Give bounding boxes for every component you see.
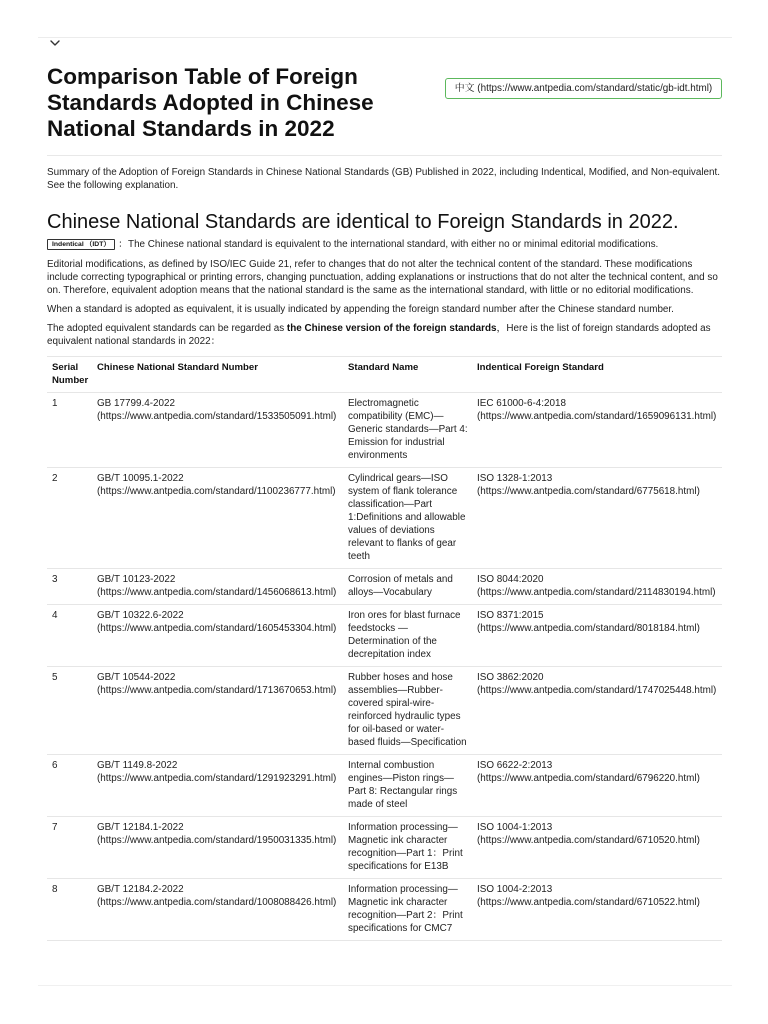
foreign-standard-cell (472, 569, 722, 605)
gb-url[interactable]: (https://www.antpedia.com/standard/1950031335.html) (97, 835, 337, 846)
standard-name-cell: Internal combustion engines—Piston rings—Part 8: Rectangular rings made of steel (343, 755, 472, 817)
gb-code[interactable]: GB/T 1149.8-2022 (97, 760, 178, 771)
gb-number-cell (92, 879, 343, 941)
gb-standard-link[interactable] (97, 671, 340, 697)
table-header-row (47, 357, 722, 393)
serial-cell: 3 (47, 569, 92, 605)
foreign-code[interactable]: ISO 3862:2020 (477, 672, 544, 683)
foreign-code[interactable]: IEC 61000-6-4:2018 (477, 398, 566, 409)
standard-name-cell: Information processing—Magnetic ink character recognition—Part 2：Print specifications for CMC7 (343, 879, 472, 941)
gb-number-cell (92, 817, 343, 879)
gb-number-cell (92, 605, 343, 667)
table-row (47, 569, 722, 605)
badge-row (47, 238, 722, 251)
badge-description: ：The Chinese national standard is equivalent to the international standard, with either no or minimal editorial modifications. (118, 239, 659, 250)
idt-badge: Indentical （IDT） (47, 239, 115, 250)
serial-cell: 7 (47, 817, 92, 879)
language-switch-link[interactable]: 中文 (https://www.antpedia.com/standard/static/gb-idt.html) (445, 78, 722, 99)
foreign-url[interactable]: (https://www.antpedia.com/standard/6710520.html) (477, 835, 700, 846)
foreign-url[interactable]: (https://www.antpedia.com/standard/8018184.html) (477, 623, 700, 634)
gb-standard-link[interactable] (97, 883, 340, 909)
foreign-code[interactable]: ISO 8371:2015 (477, 610, 544, 621)
serial-cell: 1 (47, 393, 92, 468)
standard-name-cell: Corrosion of metals and alloys—Vocabulary (343, 569, 472, 605)
foreign-standard-link[interactable] (477, 821, 719, 847)
foreign-standard-link[interactable] (477, 759, 719, 785)
foreign-standard-link[interactable] (477, 472, 719, 498)
foreign-standard-link[interactable] (477, 671, 719, 697)
table-row (47, 879, 722, 941)
serial-cell: 4 (47, 605, 92, 667)
foreign-standard-cell (472, 468, 722, 569)
gb-url[interactable]: (https://www.antpedia.com/standard/1008088426.html) (97, 897, 337, 908)
gb-code[interactable]: GB/T 10322.6-2022 (97, 610, 184, 621)
editorial-paragraph: Editorial modifications, as defined by ISO/IEC Guide 21, refer to changes that do not alter the technical content of the standard. These modifications include correcting typographical or printing errors, changing punctuation, adding explanations or instructions that do not alter the technical content, and so on. Therefore, equivalent adoption means that the national standard is the same as the international standard, with little or no editorial modifications. (47, 259, 718, 296)
list-intro-text: The adopted equivalent standards can be regarded as (47, 323, 287, 334)
gb-standard-link[interactable] (97, 609, 340, 635)
gb-code[interactable]: GB 17799.4-2022 (97, 398, 175, 409)
gb-number-cell (92, 755, 343, 817)
foreign-code[interactable]: ISO 8044:2020 (477, 574, 544, 585)
gb-standard-link[interactable] (97, 397, 340, 423)
table-row (47, 817, 722, 879)
gb-code[interactable]: GB/T 10095.1-2022 (97, 473, 184, 484)
standard-name-cell: Iron ores for blast furnace feedstocks —Determination of the decrepitation index (343, 605, 472, 667)
top-divider (38, 37, 732, 38)
list-intro-emphasis: the Chinese version of the foreign standards (286, 323, 497, 334)
standard-name-cell: Rubber hoses and hose assemblies—Rubber-covered spiral-wire-reinforced hydraulic types for oil-based or water-based fluids—Specification (343, 667, 472, 755)
foreign-standard-link[interactable] (477, 609, 719, 635)
table-row (47, 393, 722, 468)
serial-cell: 2 (47, 468, 92, 569)
table-row (47, 667, 722, 755)
gb-standard-link[interactable] (97, 821, 340, 847)
foreign-code[interactable]: ISO 1004-2:2013 (477, 884, 553, 895)
serial-cell: 5 (47, 667, 92, 755)
chevron-down-icon[interactable] (49, 38, 61, 48)
gb-url[interactable]: (https://www.antpedia.com/standard/1713670653.html) (97, 685, 337, 696)
gb-code[interactable]: GB/T 12184.2-2022 (97, 884, 184, 895)
standards-table (47, 356, 722, 941)
foreign-standard-link[interactable] (477, 573, 719, 599)
foreign-standard-cell (472, 393, 722, 468)
gb-number-cell (92, 667, 343, 755)
page-title: Comparison Table of Foreign Standards Adopted in Chinese National Standards in 2022 (47, 64, 374, 141)
section-heading: Chinese National Standards are identical to Foreign Standards in 2022. (47, 211, 679, 233)
page-content (47, 64, 722, 941)
foreign-code[interactable]: ISO 1004-1:2013 (477, 822, 553, 833)
foreign-standard-cell (472, 755, 722, 817)
foreign-url[interactable]: (https://www.antpedia.com/standard/6796220.html) (477, 773, 700, 784)
table-row (47, 468, 722, 569)
gb-code[interactable]: GB/T 12184.1-2022 (97, 822, 184, 833)
foreign-url[interactable]: (https://www.antpedia.com/standard/6710522.html) (477, 897, 700, 908)
foreign-url[interactable]: (https://www.antpedia.com/standard/6775618.html) (477, 486, 700, 497)
foreign-url[interactable]: (https://www.antpedia.com/standard/2114830194.html) (477, 587, 716, 598)
standard-name-cell: Information processing—Magnetic ink character recognition—Part 1：Print specifications for E13B (343, 817, 472, 879)
foreign-url[interactable]: (https://www.antpedia.com/standard/1747025448.html) (477, 685, 717, 696)
gb-url[interactable]: (https://www.antpedia.com/standard/1456068613.html) (97, 587, 337, 598)
header-divider (47, 155, 722, 156)
column-header-serial: Serial Number (47, 357, 92, 393)
gb-url[interactable]: (https://www.antpedia.com/standard/1100236777.html) (97, 486, 336, 497)
foreign-standard-cell (472, 605, 722, 667)
foreign-url[interactable]: (https://www.antpedia.com/standard/1659096131.html) (477, 411, 717, 422)
foreign-code[interactable]: ISO 6622-2:2013 (477, 760, 553, 771)
foreign-standard-link[interactable] (477, 883, 719, 909)
foreign-code[interactable]: ISO 1328-1:2013 (477, 473, 553, 484)
gb-standard-link[interactable] (97, 759, 340, 785)
gb-code[interactable]: GB/T 10544-2022 (97, 672, 176, 683)
summary-text: Summary of the Adoption of Foreign Standards in Chinese National Standards (GB) Published in 2022, including Indentical, Modified, and Non-equivalent. See the following explanation. (47, 167, 720, 191)
gb-number-cell (92, 569, 343, 605)
foreign-standard-cell (472, 879, 722, 941)
gb-number-cell (92, 393, 343, 468)
gb-url[interactable]: (https://www.antpedia.com/standard/1605453304.html) (97, 623, 337, 634)
gb-code[interactable]: GB/T 10123-2022 (97, 574, 176, 585)
foreign-standard-cell (472, 667, 722, 755)
serial-cell: 6 (47, 755, 92, 817)
foreign-standard-link[interactable] (477, 397, 719, 423)
gb-standard-link[interactable] (97, 472, 340, 498)
bottom-divider (38, 985, 732, 986)
standard-name-cell: Cylindrical gears—ISO system of flank tolerance classification—Part 1:Definitions and allowable values of deviations relevant to flanks of gear teeth (343, 468, 472, 569)
adoption-note: When a standard is adopted as equivalent, it is usually indicated by appending the foreign standard number after the Chinese standard number. (47, 304, 674, 315)
foreign-standard-cell (472, 817, 722, 879)
list-intro (47, 322, 722, 348)
serial-cell: 8 (47, 879, 92, 941)
column-header-gb-number: Chinese National Standard Number (92, 357, 343, 393)
table-row (47, 605, 722, 667)
gb-standard-link[interactable] (97, 573, 340, 599)
gb-number-cell (92, 468, 343, 569)
list-intro-tail: ，Here is the list of foreign standards adopted as equivalent national standards in 2022： (47, 323, 711, 347)
gb-url[interactable]: (https://www.antpedia.com/standard/1291923291.html) (97, 773, 337, 784)
standard-name-cell: Electromagnetic compatibility (EMC)—Generic standards—Part 4: Emission for industrial environments (343, 393, 472, 468)
gb-url[interactable]: (https://www.antpedia.com/standard/1533505091.html) (97, 411, 337, 422)
column-header-foreign-standard: Indentical Foreign Standard (472, 357, 722, 393)
column-header-standard-name: Standard Name (343, 357, 472, 393)
table-row (47, 755, 722, 817)
